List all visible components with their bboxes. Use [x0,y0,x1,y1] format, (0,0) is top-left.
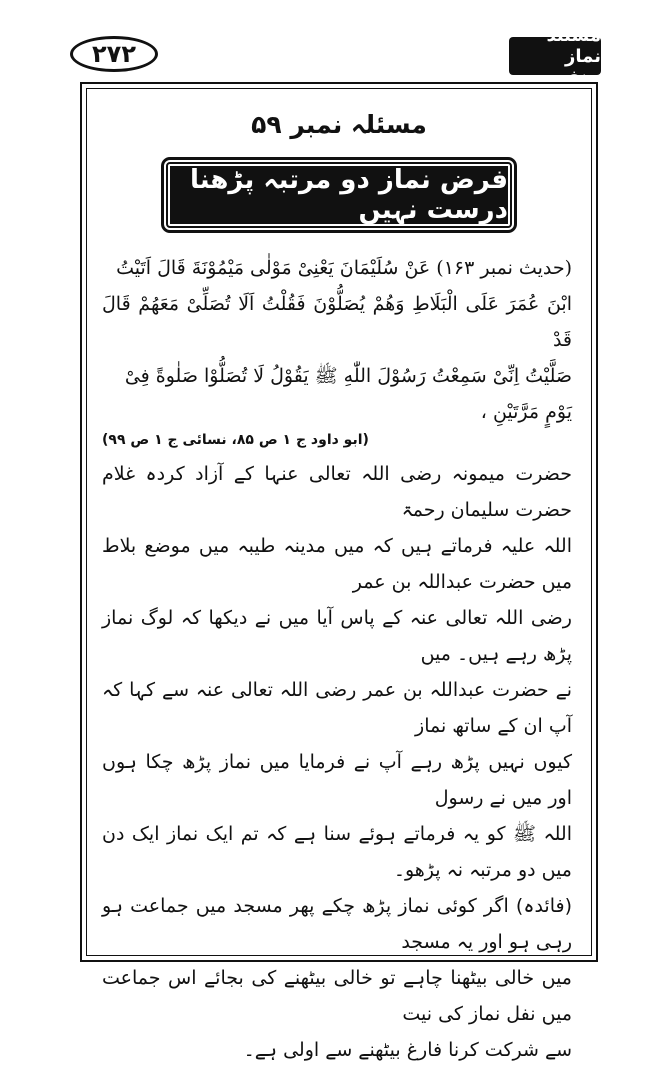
hadith-reference: (ابو داود ج ۱ ص ۸۵، نسائی ج ۱ ص ۹۹) [102,432,369,448]
translation-line: رضی اللہ تعالی عنہ کے پاس آیا میں نے دیکھا کہ لوگ نماز پڑھ رہے ہیں۔ میں [102,607,572,665]
faida-line: (فائدہ) اگر کوئی نماز پڑھ چکے پھر مسجد میں جماعت ہو رہی ہو اور یہ مسجد [102,895,572,953]
body-text [102,250,572,1068]
section-heading: فرض نماز دو مرتبہ پڑھنا درست نہیں [164,160,514,230]
page-number: ۲۷۲ [70,36,158,72]
translation-line: نے حضرت عبداللہ بن عمر رضی اللہ تعالی عنہ سے کہا کہ آپ ان کے ساتھ نماز [102,679,572,737]
hadith-line: (حدیث نمبر ۱۶۳) عَنْ سُلَيْمَانَ يَعْنِىْ مَوْلٰى مَيْمُوْنَةَ قَالَ اَتَيْتُ [116,257,572,279]
faida-line: سے شرکت کرنا فارغ بیٹھنے سے اولی ہے۔ [243,1039,572,1061]
hadith-line: صَلَّيْتُ اِنِّىْ سَمِعْتُ رَسُوْلَ اللّٰهِ ﷺ يَقُوْلُ لَا تُصَلُّوْا صَلٰوةً فِىْ [124,365,572,387]
translation-line: کیوں نہیں پڑھ رہے آپ نے فرمایا میں نماز پڑھ چکا ہوں اور میں نے رسول [102,751,572,809]
book-title: مستند نماز حنفی [509,37,601,75]
translation-line: حضرت میمونہ رضی اللہ تعالی عنہا کے آزاد کردہ غلام حضرت سلیمان رحمۃ [102,463,572,521]
translation-line: اللہ علیہ فرماتے ہیں کہ میں مدینہ طیبہ میں موضع بلاط میں حضرت عبداللہ بن عمر [102,535,572,593]
hadith-line: يَوْمٍ مَرَّتَيْنِ ، [480,401,572,423]
hadith-line: ابْنَ عُمَرَ عَلَى الْبَلَاطِ وَهُمْ يُصَلُّوْنَ فَقُلْتُ اَلَا تُصَلِّىْ مَعَهُمْ قَالَ قَدْ [102,293,572,351]
translation-line: اللہ ﷺ کو یہ فرماتے ہوئے سنا ہے کہ تم ایک نماز ایک دن میں دو مرتبہ نہ پڑھو۔ [102,823,572,881]
faida-line: میں خالی بیٹھنا چاہے تو خالی بیٹھنے کی بجائے اس جماعت میں نفل نماز کی نیت [102,967,572,1025]
masala-number: مسئلہ نمبر ۵۹ [251,110,427,139]
